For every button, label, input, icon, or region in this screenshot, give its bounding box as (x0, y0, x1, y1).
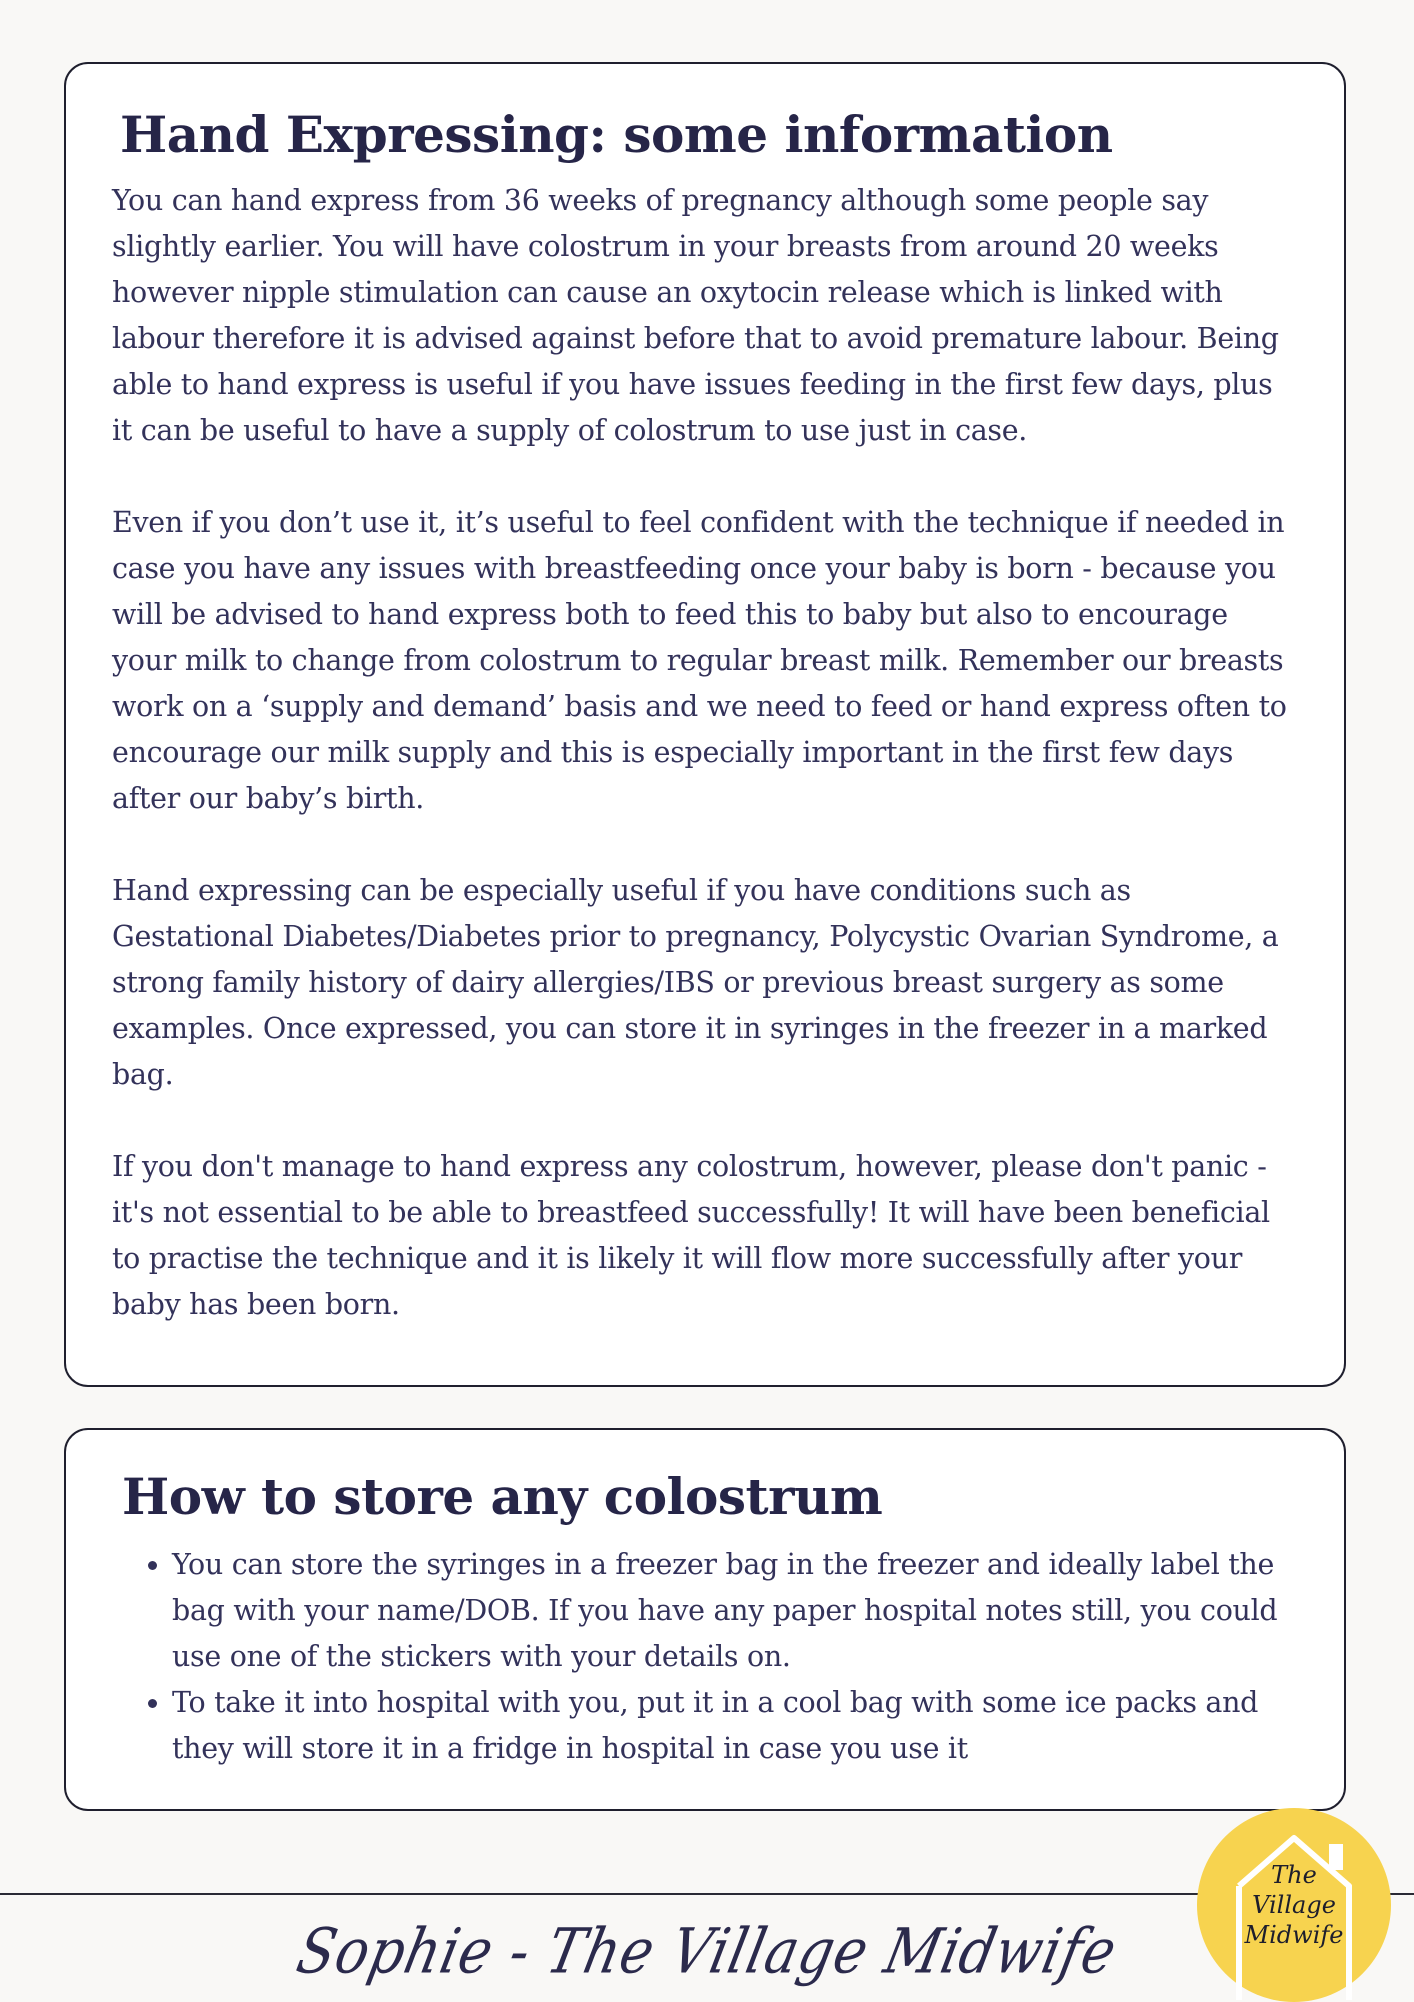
logo-text (1197, 1860, 1391, 1950)
paragraph-conditions: Hand expressing can be especially useful if you have conditions such as Gestational Diabetes/Diabetes prior to pregnancy, Polycystic Ovarian Syndrome, a strong family history of dairy allergies/IBS or previous breast surgery as some examples. Once expressed, you can store it in syringes in the freezer in a marked bag. (112, 874, 1279, 1091)
storage-list (116, 1542, 1294, 1772)
paragraph-when-to-express: You can hand express from 36 weeks of pregnancy although some people say slightly earlier. You will have colostrum in your breasts from around 20 weeks however nipple stimulation can cause an oxytocin release which is linked with labour therefore it is advised against before that to avoid premature labour. Being able to hand express is useful if you have issues feeding in the first few days, plus it can be useful to have a supply of colostrum to use just in case. (112, 184, 1279, 447)
logo-line-village: Village (1252, 1891, 1336, 1919)
storage-title: How to store any colostrum (122, 1467, 883, 1526)
hand-expressing-card (64, 62, 1346, 1387)
hand-expressing-title: Hand Expressing: some information (120, 105, 1113, 164)
paragraph-reassurance: If you don't manage to hand express any colostrum, however, please don't panic - it's not essential to be able to breastfeed successfully! It will have been beneficial to practise the technique and it is likely it will flow more successfully after your baby has been born. (112, 1150, 1270, 1321)
village-midwife-logo (1197, 1808, 1391, 2002)
logo-line-midwife: Midwife (1244, 1921, 1344, 1949)
storage-card (64, 1428, 1346, 1811)
signature: Sophie - The Village Midwife (290, 1915, 1124, 1988)
storage-item-freezer: • You can store the syringes in a freezer bag in the freezer and ideally label the bag with your name/DOB. If you have any paper hospital notes still, you could use one of the stickers with your details on. (172, 1542, 1294, 1680)
paragraph-confidence: Even if you don’t use it, it’s useful to feel confident with the technique if needed in case you have any issues with breastfeeding once your baby is born - because you will be advised to hand express both to feed this to baby but also to encourage your milk to change from colostrum to regular breast milk. Remember our breasts work on a ‘supply and demand’ basis and we need to feed or hand express often to encourage our milk supply and this is especially important in the first few days after our baby’s birth. (112, 506, 1287, 815)
logo-line-the: The (1271, 1861, 1317, 1889)
storage-item-hospital: • To take it into hospital with you, put it in a cool bag with some ice packs and they will store it in a fridge in hospital in case you use it (172, 1680, 1294, 1772)
